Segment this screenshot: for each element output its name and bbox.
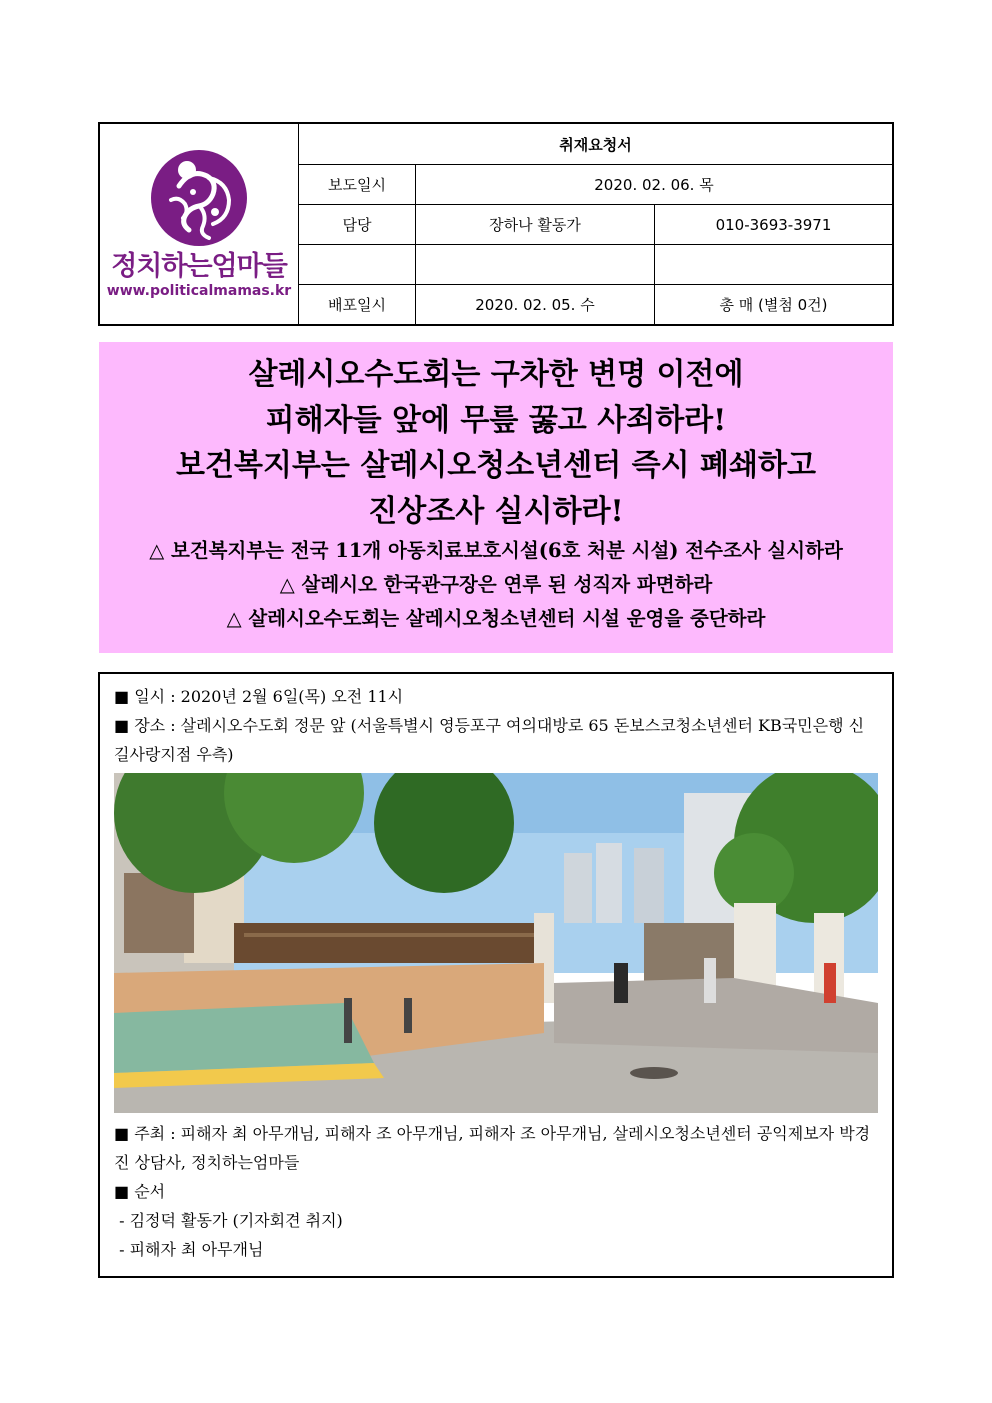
event-info-box	[98, 672, 894, 1278]
contact-label: 담당	[299, 205, 416, 245]
header-table	[98, 122, 894, 326]
demand-2: △ 살레시오 한국관구장은 연루 된 성직자 파면하라	[279, 573, 713, 596]
page-count: 총 매 (별첨 0건)	[655, 285, 894, 326]
event-datetime: ■ 일시 : 2020년 2월 6일(목) 오전 11시	[114, 687, 404, 706]
organization-name: 정치하는엄마들	[111, 251, 287, 282]
empty-label	[299, 245, 416, 285]
contact-phone: 010-3693-3971	[655, 205, 894, 245]
organization-logo-icon	[149, 148, 249, 248]
event-order-item-2: - 피해자 최 아무개님	[114, 1240, 264, 1259]
headline-line-1: 살레시오수도회는 구차한 변명 이전에	[248, 357, 744, 392]
headline-banner	[99, 342, 893, 653]
headline-line-2: 피해자들 앞에 무릎 꿇고 사죄하라!	[265, 402, 727, 438]
empty-value	[416, 245, 655, 285]
distribution-date-label: 배포일시	[299, 285, 416, 326]
organization-url: www.politicalmamas.kr	[106, 283, 292, 299]
event-order-title: ■ 순서	[114, 1182, 166, 1201]
venue-photo	[114, 773, 878, 1113]
document-title: 취재요청서	[299, 123, 894, 165]
event-host: ■ 주최 : 피해자 최 아무개님, 피해자 조 아무개님, 피해자 조 아무개님, 살레시오청소년센터 공익제보자 박경진 상담사, 정치하는엄마들	[114, 1124, 871, 1172]
demand-3: △ 살레시오수도회는 살레시오청소년센터 시설 운영을 중단하라	[226, 607, 766, 630]
demand-1: △ 보건복지부는 전국 11개 아동치료보호시설(6호 처분 시설) 전수조사 실시하라	[149, 539, 843, 562]
event-place: ■ 장소 : 살레시오수도회 정문 앞 (서울특별시 영등포구 여의대방로 65 돈보스코청소년센터 KB국민은행 신길사랑지점 우측)	[114, 716, 865, 764]
distribution-date-value: 2020. 02. 05. 수	[416, 285, 655, 326]
contact-name: 장하나 활동가	[416, 205, 655, 245]
headline-line-3: 보건복지부는 살레시오청소년센터 즉시 폐쇄하고	[176, 448, 816, 483]
headline-line-4: 진상조사 실시하라!	[368, 493, 624, 529]
release-date-label: 보도일시	[299, 165, 416, 205]
empty-value-2	[655, 245, 894, 285]
release-date-value: 2020. 02. 06. 목	[416, 165, 894, 205]
logo-cell	[99, 123, 299, 325]
event-order-item-1: - 김정덕 활동가 (기자회견 취지)	[114, 1211, 343, 1230]
